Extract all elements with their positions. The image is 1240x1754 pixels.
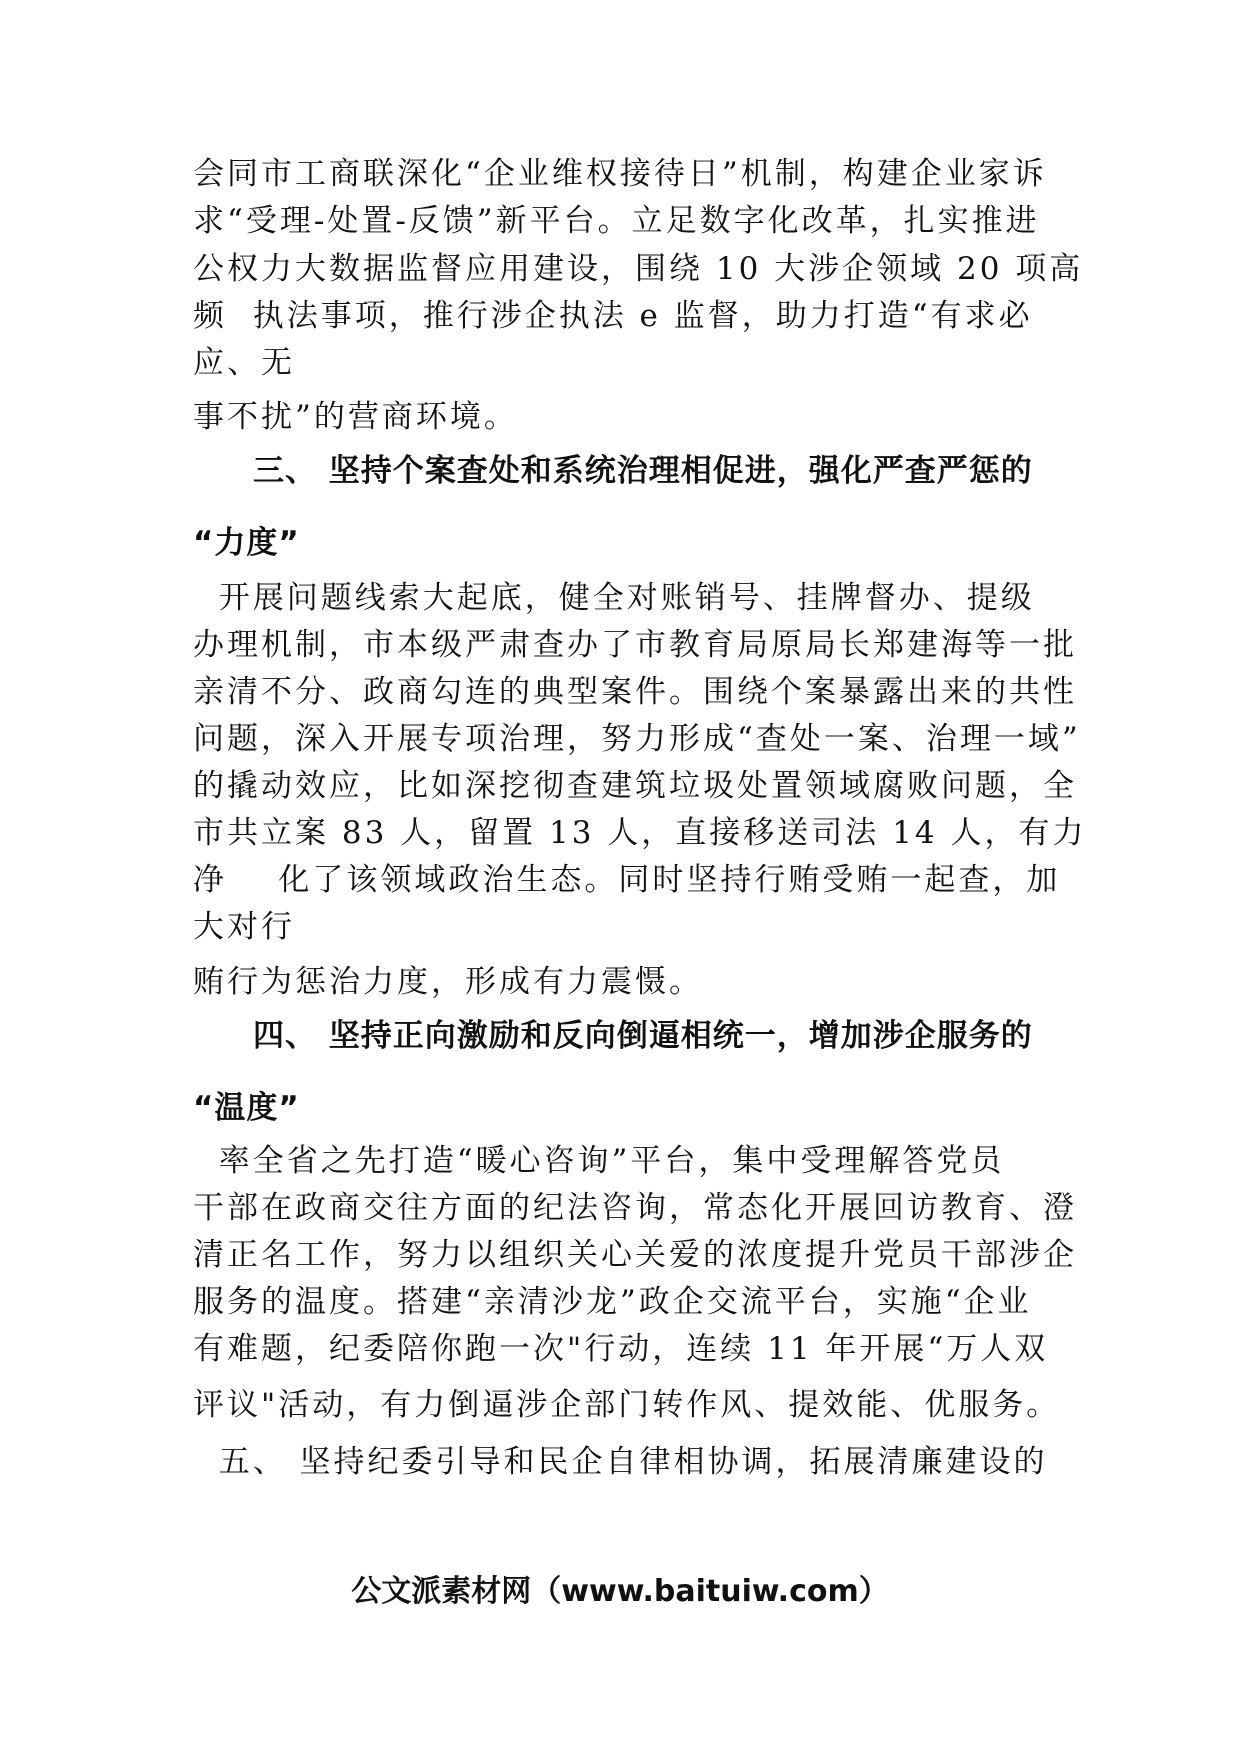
paragraph-line: 事不扰”的营商环境。 <box>193 399 518 435</box>
section-heading: 四、 坚持正向激励和反向倒逼相统一，增加涉企服务的 <box>253 1018 1033 1054</box>
section-heading: 五、 坚持纪委引导和民企自律相协调，拓展清廉建设的 <box>193 1444 1048 1480</box>
paragraph-line: 办理机制，市本级严肃查办了市教育局原局长郑建海等一批 <box>193 627 1077 663</box>
paragraph-line: 开展问题线索大起底，健全对账销号、挂牌督办、提级 <box>193 580 1035 616</box>
paragraph-line: 干部在政商交往方面的纪法咨询，常态化开展回访教育、澄 <box>193 1190 1077 1226</box>
paragraph-line: 市共立案 83 人，留置 13 人，直接移送司法 14 人，有力 <box>193 815 1087 851</box>
section-heading-continued: “温度” <box>193 1090 300 1126</box>
paragraph-line: 清正名工作，努力以组织关心关爱的浓度提升党员干部涉企 <box>193 1237 1077 1273</box>
paragraph-line: 频 执法事项，推行涉企执法 e 监督，助力打造“有求必 <box>193 298 1033 334</box>
section-heading-continued: “力度” <box>193 525 300 561</box>
paragraph-line: 会同市工商联深化“企业维权接待日”机制，构建企业家诉 <box>193 156 1047 192</box>
paragraph-line: 贿行为惩治力度，形成有力震慑。 <box>193 964 703 1000</box>
paragraph-line: 服务的温度。搭建“亲清沙龙”政企交流平台，实施“企业 <box>193 1284 1032 1320</box>
paragraph-line: 大对行 <box>193 909 295 945</box>
paragraph-line: 率全省之先打造“暖心咨询”平台，集中受理解答党员 <box>193 1143 1005 1179</box>
paragraph-line: 问题，深入开展专项治理，努力形成“查处一案、治理一域” <box>193 721 1081 757</box>
paragraph-line: 净 化了该领域政治生态。同时坚持行贿受贿一起查，加 <box>193 862 1061 898</box>
paragraph-line: 公权力大数据监督应用建设，围绕 10 大涉企领域 20 项高 <box>193 251 1084 287</box>
section-heading: 三、 坚持个案查处和系统治理相促进，强化严查严惩的 <box>253 453 1033 489</box>
paragraph-line: 有难题，纪委陪你跑一次"行动，连续 11 年开展“万人双 <box>193 1331 1049 1367</box>
paragraph-line: 亲清不分、政商勾连的典型案件。围绕个案暴露出来的共性 <box>193 674 1077 710</box>
paragraph-line: 评议"活动，有力倒逼涉企部门转作风、提效能、优服务。 <box>193 1387 1061 1423</box>
paragraph-line: 应、无 <box>193 345 295 381</box>
footer-source: 公文派素材网（www.baituiw.com） <box>351 1574 889 1609</box>
paragraph-line: 求“受理-处置-反馈”新平台。立足数字化改革，扎实推进 <box>193 203 1040 239</box>
paragraph-line: 的撬动效应，比如深挖彻查建筑垃圾处置领域腐败问题，全 <box>193 768 1077 804</box>
